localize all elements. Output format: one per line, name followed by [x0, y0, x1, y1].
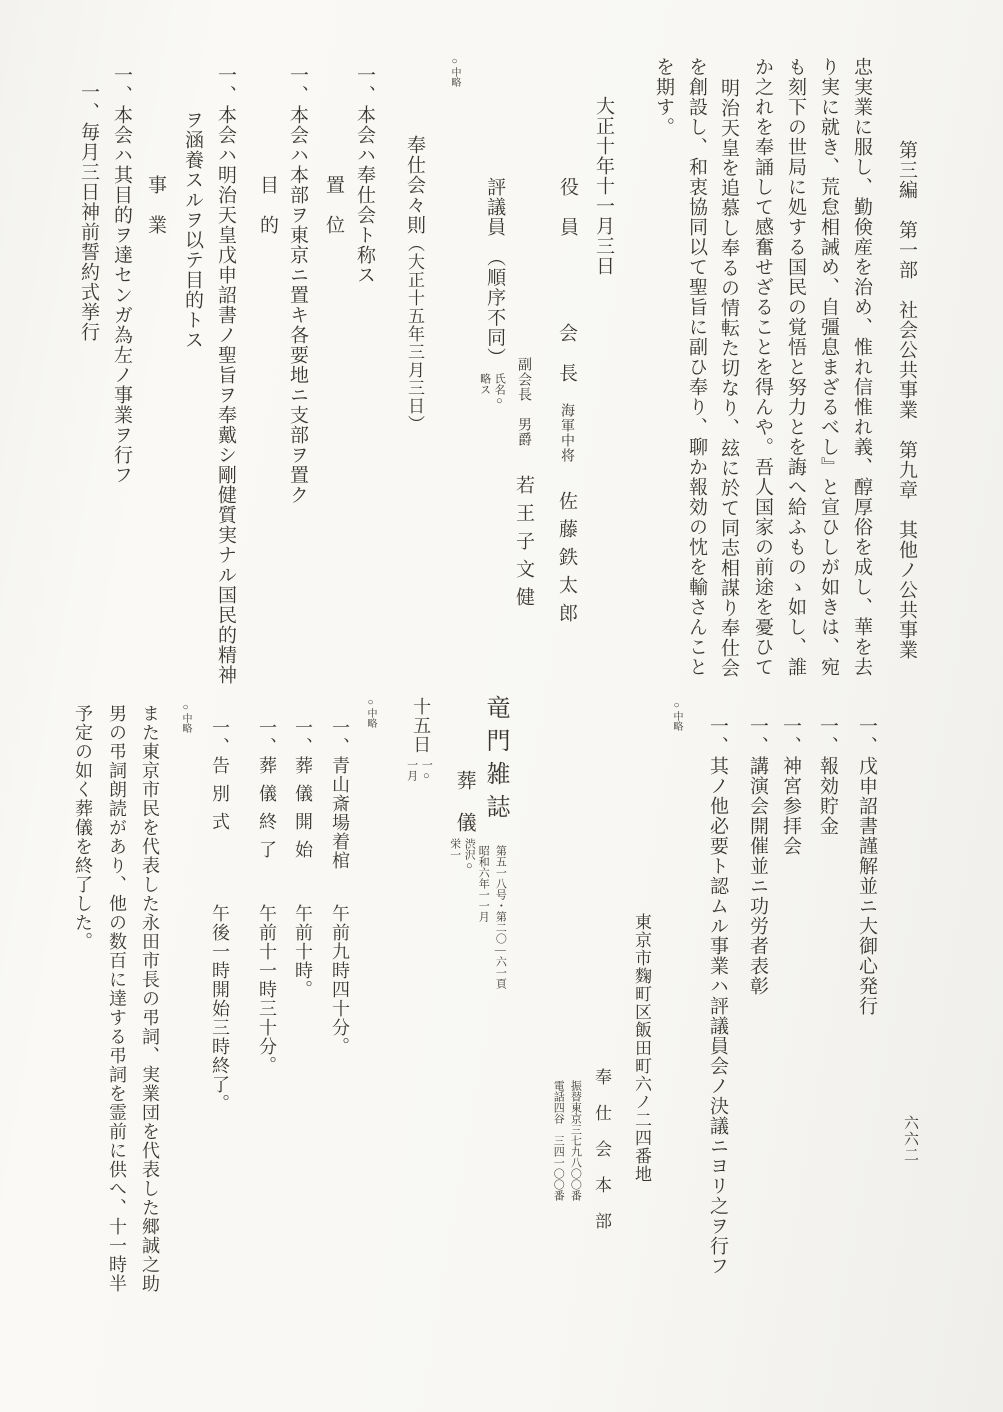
- funeral-item: [257, 718, 277, 1075]
- citation-day-left: 一月: [405, 759, 418, 781]
- rules-title: 奉仕会々則: [404, 135, 425, 235]
- citation-author-left: 栄一: [448, 838, 461, 860]
- rules-title-line: [405, 135, 424, 433]
- vice-president-title: 副会長 男爵: [516, 357, 531, 447]
- funeral-item-time: 午前十時。: [293, 904, 313, 999]
- preamble-line: を期す。: [653, 57, 674, 137]
- funeral-item-time: 午前十一時三十分。: [257, 904, 277, 1075]
- rule-item-monthly: 一、毎月三日神前誓約式挙行: [78, 82, 99, 342]
- president-rank: 海軍中将: [559, 403, 574, 463]
- project-item: 一、戊申詔書謹解並ニ大御心発行: [856, 716, 877, 1016]
- funeral-item-prefix: 一、: [257, 718, 277, 756]
- closing-line: 男の弔詞朗読があり、他の数百に達する弔詞を霊前に供へ、十一時半: [107, 704, 127, 1293]
- page-number: 六六二: [902, 1115, 918, 1163]
- funeral-item-time: 午後一時開始三時終了。: [210, 904, 230, 1113]
- contact-numbers: [549, 1080, 583, 1201]
- contact-org: 奉 仕 会 本 部: [592, 1068, 611, 1230]
- funeral-item-label: 告別式: [210, 756, 230, 840]
- preamble-line: を創設し、和衷協同以て聖旨に副ひ奉り、聊か報効の忱を輸さんこと: [686, 57, 707, 677]
- running-header: 第三編 第一部 社会公共事業 第九章 其他ノ公共事業: [896, 140, 917, 660]
- funeral-item-label: 葬儀終了: [257, 756, 277, 868]
- funeral-item-prefix: 一、: [293, 718, 313, 756]
- citation-issue-date: 昭和六年一一月: [477, 845, 490, 922]
- citation-issue: 第五一八号・第二〇―六一頁: [494, 845, 507, 989]
- closing-line: また東京市民を代表した永田市長の弔詞、実業団を代表した郷誠之助: [140, 704, 160, 1293]
- president-title: 会 長: [556, 323, 577, 403]
- citation-day-note: [404, 759, 433, 782]
- closing-line: 予定の如く葬儀を終了した。: [73, 704, 93, 951]
- project-item: 一、神宮参拝会: [780, 716, 801, 856]
- project-item: 一、報効貯金: [817, 716, 838, 836]
- citation-section-line: [448, 770, 476, 872]
- president-line: [557, 323, 576, 631]
- funeral-item-time: 午前九時四十分。: [330, 904, 350, 1056]
- rule-item-name: 一、本会ハ奉仕会ト称ス: [354, 65, 375, 285]
- funeral-item: [210, 718, 230, 1113]
- preamble-line: も刻下の世局に処する国民の覚悟と努力とを誨へ給ふものゝ如し、誰: [785, 57, 806, 677]
- preamble-line: 明治天皇を追慕し奉るの情転た切なり、玆に於て同志相謀り奉仕会: [718, 78, 739, 678]
- citation-day-line: [405, 697, 433, 782]
- preamble-line: か之れを奉誦して感奮せざることを得んや。吾人国家の前途を憂ひて: [752, 57, 773, 677]
- officers-heading: 役 員: [557, 177, 578, 237]
- citation-issue-pair: [474, 845, 508, 989]
- vice-president-name: 若王子文健: [513, 447, 534, 615]
- omission-mark: ○中略: [180, 702, 191, 733]
- project-item: 一、其ノ他必要ト認ムル事業ハ評議員会ノ決議ニヨリ之ヲ行フ: [707, 716, 728, 1276]
- citation-day: 十五日: [411, 697, 432, 754]
- funeral-item-label: 一、青山斎場着棺: [330, 718, 350, 870]
- vice-president-line: [514, 357, 533, 615]
- council-omission-note: [477, 373, 506, 407]
- rule-item-business: 一、本会ハ其目的ヲ達センガ為左ノ事業ヲ行フ: [111, 65, 132, 485]
- citation-author-note: [447, 838, 476, 872]
- citation-author-right: ○渋沢: [463, 838, 476, 872]
- rule-item-location: 一、本会ハ本部ヲ東京ニ置キ各要地ニ支部ヲ置ク: [287, 65, 308, 505]
- omission-mark: ○中略: [449, 56, 460, 87]
- council-line: [478, 177, 506, 407]
- preamble-date: 大正十年十一月三日: [593, 96, 614, 276]
- contact-address: 東京市麴町区飯田町六ノ二四番地: [632, 913, 651, 1183]
- citation-section: 葬 儀: [453, 770, 476, 833]
- contact-phone: 電話四谷 三四一〇〇番: [552, 1080, 565, 1201]
- council-label: 評議員 （順序不同）: [484, 177, 506, 368]
- project-item: 一、講演会開催並ニ功労者表彰: [747, 716, 768, 996]
- rules-title-date: （大正十五年三月三日）: [405, 235, 424, 433]
- funeral-item-label: 葬儀開始: [293, 756, 313, 868]
- funeral-item-prefix: 一、: [210, 718, 230, 756]
- council-note-left: 略ス: [478, 372, 491, 395]
- president-name: 佐藤鉄太郎: [556, 463, 577, 631]
- omission-mark: ○中略: [671, 700, 682, 731]
- rule-item-purpose-cont: ヲ涵養スルヲ以テ目的トス: [182, 110, 203, 350]
- funeral-item: [330, 718, 350, 1056]
- rules-heading-business: 事 業: [145, 175, 166, 235]
- preamble-line: り実に就き、荒怠相誡め、自彊息まざるべし』と宣ひしが如きは、宛: [818, 57, 839, 677]
- preamble-line: 忠実業に服し、勤倹産を治め、惟れ信惟れ義、醇厚俗を成し、華を去: [851, 57, 872, 677]
- rules-heading-purpose: 目 的: [257, 175, 278, 235]
- rule-item-purpose: 一、本会ハ明治天皇戊申詔書ノ聖旨ヲ奉戴シ剛健質実ナル国民的精神: [215, 65, 236, 685]
- rules-heading-location: 置 位: [323, 175, 344, 235]
- contact-transfer: 振替東京三七九八〇〇番: [569, 1080, 582, 1201]
- council-note-right: ○氏名: [493, 372, 506, 407]
- funeral-item: [293, 718, 313, 999]
- citation-day-right: ○一: [420, 759, 433, 782]
- citation-journal: 竜門雑誌: [482, 695, 508, 827]
- omission-mark: ○中略: [365, 697, 376, 728]
